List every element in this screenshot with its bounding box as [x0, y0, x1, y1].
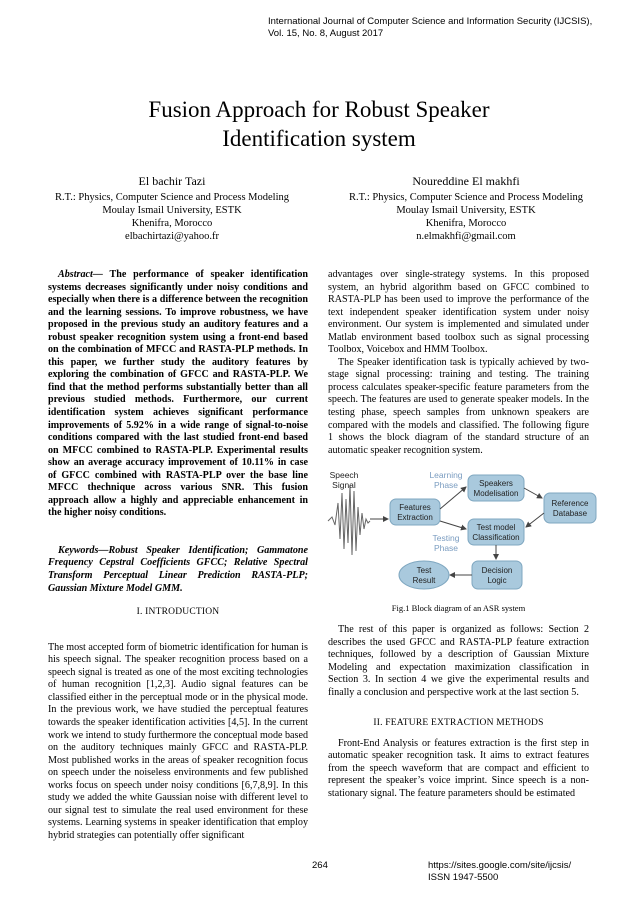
- keywords: Keywords—Robust Speaker Identification; Gammatone Frequency Cepstral Coefficients GFCC; Relative Spectral Transform Perceptual Linear Prediction RASTA-PLP; Gaussian Mixture Model GMM.: [48, 544, 308, 594]
- author-name: El bachir Tazi: [138, 174, 206, 188]
- paper-title: [0, 95, 638, 153]
- page-number: 264: [312, 860, 328, 871]
- asr-block-diagram: [326, 463, 607, 598]
- author-block-2: [346, 173, 586, 243]
- footer-right: [428, 860, 571, 884]
- features-extraction-label: Features Extraction: [397, 503, 433, 522]
- speech-signal-label: Speech Signal: [329, 470, 359, 490]
- right-column: [328, 269, 589, 457]
- right-para-1: advantages over single-strategy systems. In this proposed system, an hybrid algorithm based on GFCC combined to RASTA-PLP has been used to improve the performance of the text independent speaker identification system under noisy environment. Our system is implemented and simulated under Matlab environment based toolbox such as signal processing Toolbox, Voicebox and HMM Toolbox.: [328, 269, 589, 356]
- right-column-lower: [328, 624, 589, 801]
- author-email[interactable]: n.elmakhfi@gmail.com: [416, 231, 516, 242]
- testing-phase-label: Testing Phase: [432, 533, 460, 553]
- title-line-1: Fusion Approach for Robust Speaker: [148, 97, 490, 122]
- author-email[interactable]: elbachirtazi@yahoo.fr: [125, 231, 219, 242]
- journal-volume: Vol. 15, No. 8, August 2017: [268, 28, 384, 39]
- author-university: Moulay Ismail University, ESTK: [102, 205, 242, 216]
- abstract: [48, 269, 308, 520]
- test-model-label: Test model Classification: [472, 523, 520, 542]
- issn: ISSN 1947-5500: [428, 872, 499, 883]
- right-para-3: The rest of this paper is organized as follows: Section 2 describes the used GFCC and RASTA-PLP feature extraction techniques, followed by a description of Gaussian Mixture Modeling and expectation maximization classification in Section 3. In section 4 we give the experimental results and finally a conclusion and perspective work at the last section 5.: [328, 624, 589, 698]
- left-column: [48, 269, 308, 842]
- journal-url[interactable]: https://sites.google.com/site/ijcsis/: [428, 860, 572, 871]
- speech-waveform: [328, 485, 370, 555]
- author-lab: R.T.: Physics, Computer Science and Process Modeling: [349, 192, 583, 203]
- author-university: Moulay Ismail University, ESTK: [396, 205, 536, 216]
- title-line-2: Identification system: [222, 126, 416, 151]
- journal-name: International Journal of Computer Science and Information Security (IJCSIS),: [268, 16, 593, 27]
- test-result-label: Test Result: [412, 566, 436, 585]
- right-para-2: The Speaker identification task is typically achieved by two-stage signal processing: training and testing. The training process calculates speaker-specific feature parameters from the speech. The features are used to generate speaker models. In the testing phase, speech samples from unknown speakers are compared with the models and classified. The following figure 1 shows the block diagram of the standard structure of an automatic speaker recognition system.: [328, 356, 589, 456]
- author-block-1: [52, 173, 292, 243]
- abstract-text: The performance of speaker identification systems decreases significantly under noisy conditions and especially when there is a difference between the recognition and the learning sessions. To improve robustness, we have proposed in the previous study an auditory features and a robust speaker recognition system using a front-end based on the combination of MFCC and RASTA-PLP methods. In this paper, we further study the auditory features by exploring the combination of GFCC and RASTA-PLP. We find that the method performs substantially better than all previous studied methods. Furthermore, our current identification system achieves significant performance improvements of 5.92% in a wide range of signal-to-noise conditions compared with the last studied front-end based on MFCC combined to RASTA-PLP. Experimental results show an average accuracy improvement of 10.11% in case of GFCC combined with RASTA-PLP over the base line MFCC thechnique across various SNR. This fusion approach allow a highly and appreciable enhancement in the higher noisy conditions.: [48, 269, 308, 519]
- section-2-title: II. FEATURE EXTRACTION METHODS: [373, 718, 544, 729]
- journal-header: [268, 16, 592, 40]
- learning-phase-label: Learning Phase: [429, 470, 463, 490]
- section-1-title: I. INTRODUCTION: [136, 607, 220, 618]
- reference-database-box: [544, 493, 596, 523]
- figure-caption: Fig.1 Block diagram of an ASR system: [391, 603, 526, 613]
- abstract-heading: Abstract—: [58, 269, 103, 280]
- reference-database-label: Reference Database: [551, 499, 589, 518]
- right-para-4: Front-End Analysis or features extraction is the first step in automatic speaker recognition task. It aims to extract features from the speech waveform that are compact and efficient to represent the speaker’s voice imprint. Since speech is a non-stationary signal. The feature parameters should be estimated: [328, 737, 589, 800]
- author-city: Khenifra, Morocco: [131, 218, 213, 229]
- speakers-modelisation-label: Speakers Modelisation: [473, 479, 519, 498]
- decision-logic-label: Decision Logic: [481, 566, 513, 585]
- author-lab: R.T.: Physics, Computer Science and Process Modeling: [55, 192, 289, 203]
- author-city: Khenifra, Morocco: [425, 218, 507, 229]
- section-1-text: The most accepted form of biometric identification for human is his speech signal. The speaker recognition process based on a speech signal is treated as one of the most exciting technologies of human recognition [1,2,3]. Audio signal features can be classified either in the perceptual mode or in the physical mode. In the previous work, we have studied the perceptual features towards the speaker identification activities [4,5]. In the current work we intend to study furthermore the conceptual mode based on the auditory techniques mainly GFCC and RASTA-PLP. Most published works in the areas of speaker recognition focus on speech under the noiseless environments and few published works focus on speech under noisy conditions [6,7,8,9]. In this study we added the white Gaussian noise with different level to our signal test to simulate the real used environment for these systems. Learning systems in speaker identification that employ hybrid strategies can potentially offer significant: [48, 641, 308, 841]
- author-name: Noureddine El makhfi: [412, 174, 520, 188]
